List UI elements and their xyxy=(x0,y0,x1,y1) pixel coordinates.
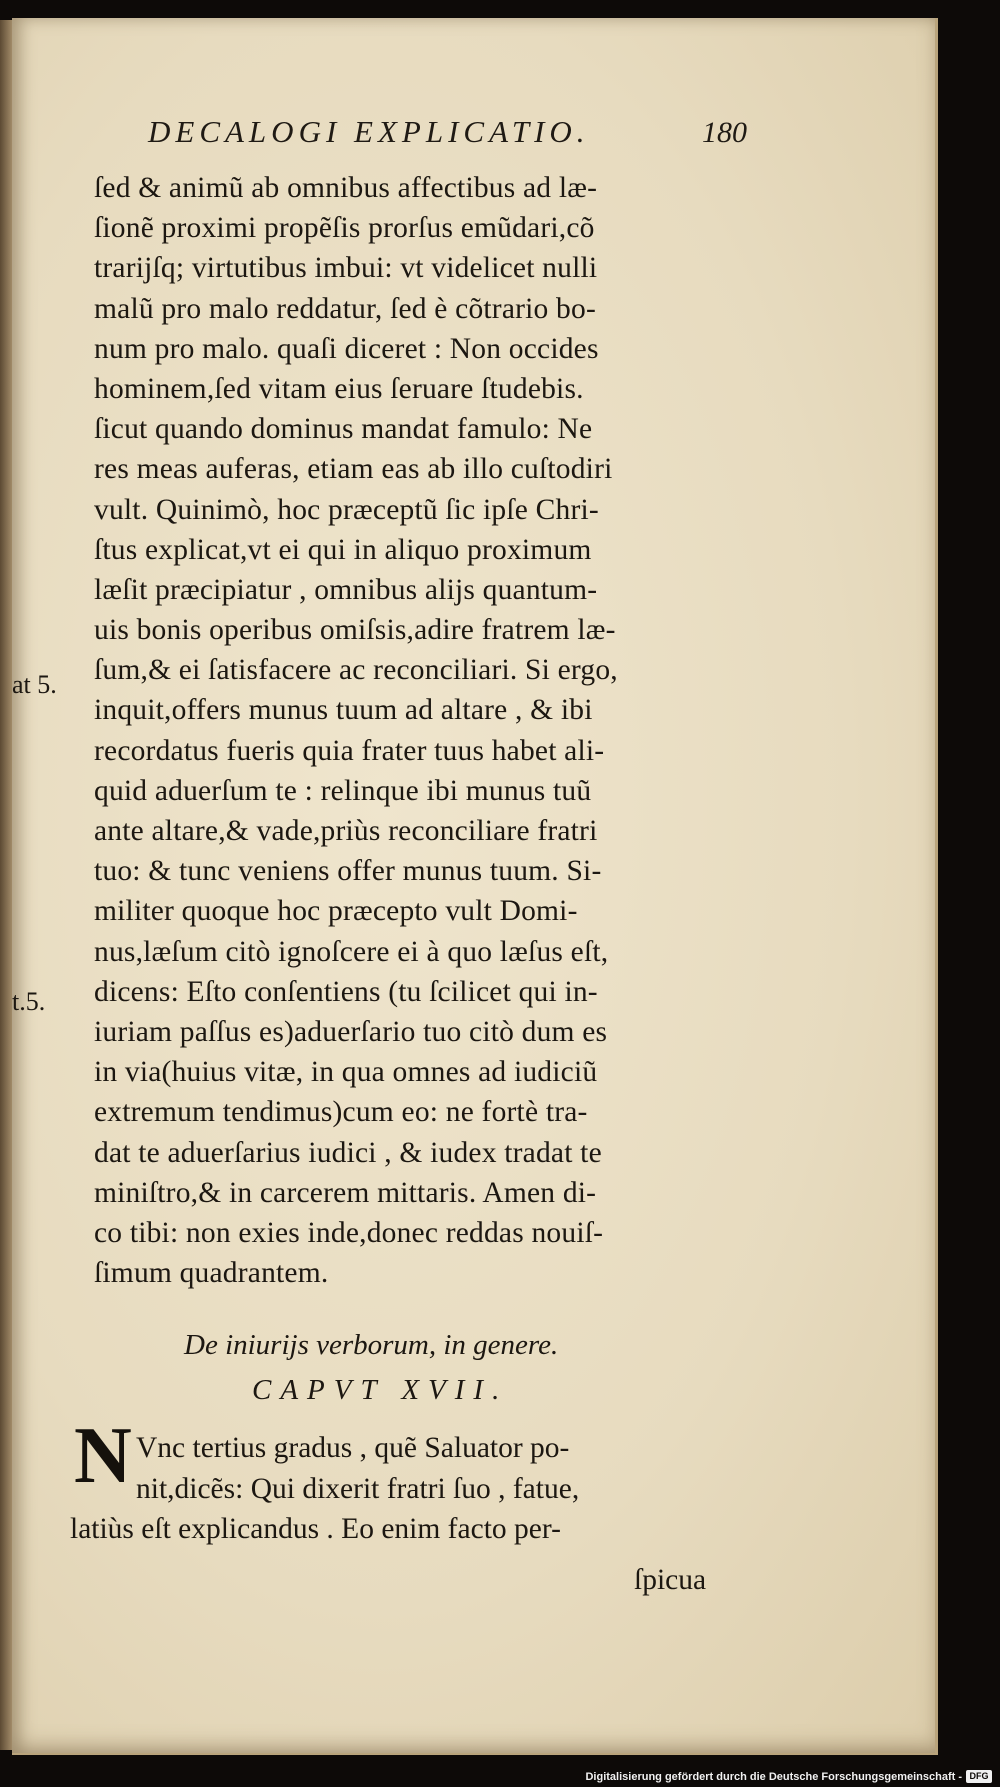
text-line: res meas auferas, etiam eas ab illo cuſtodiri xyxy=(94,453,613,486)
chapter-label: CAPVT XVII. xyxy=(252,1374,509,1406)
text-line: læſit præcipiatur , omnibus alijs quantum- xyxy=(94,573,598,606)
section-heading: De iniurijs verborum, in genere. xyxy=(184,1329,559,1361)
text-line: latiùs eſt explicandus . Eo enim facto per- xyxy=(70,1513,561,1545)
text-line: dicens: Eſto conſentiens (tu ſcilicet qui in- xyxy=(94,975,598,1008)
text-line: hominem,ſed vitam eius ſeruare ſtudebis. xyxy=(94,372,584,405)
text-line: ſionẽ proximi propẽſis prorſus emũdari,cõ xyxy=(94,212,595,245)
text-line: dat te aduerſarius iudici , & iudex tradat te xyxy=(94,1136,602,1169)
catchword: ſpicua xyxy=(634,1564,707,1596)
page-number: 180 xyxy=(702,116,747,149)
text-line: tuo: & tunc veniens offer munus tuum. Si- xyxy=(94,855,602,888)
text-line: militer quoque hoc præcepto vult Domi- xyxy=(94,895,578,928)
funding-credit: Digitalisierung gefördert durch die Deutsche Forschungsgemeinschaft - xyxy=(585,1771,962,1783)
book-edge xyxy=(0,20,12,1750)
body-text xyxy=(94,168,764,1293)
text-line: in via(huius vitæ, in qua omnes ad iudiciũ xyxy=(94,1056,598,1089)
text-line: co tibi: non exies inde,donec reddas nouiſ- xyxy=(94,1216,604,1249)
text-line: Vnc tertius gradus , quẽ Saluator po- xyxy=(136,1432,570,1464)
book-page xyxy=(12,18,938,1755)
text-line: ſicut quando dominus mandat famulo: Ne xyxy=(94,413,593,446)
text-line: ante altare,& vade,priùs reconciliare fratri xyxy=(94,815,598,847)
margin-note: t.5. xyxy=(12,987,46,1016)
text-line: trarijſq; virtutibus imbui: vt videlicet nulli xyxy=(94,252,598,285)
chapter-text xyxy=(70,1428,730,1550)
drop-cap: N xyxy=(74,1412,132,1500)
text-line: ſimum quadrantem. xyxy=(94,1257,329,1290)
text-line: extremum tendimus)cum eo: ne fortè tra- xyxy=(94,1096,588,1129)
text-line: quid aduerſum te : relinque ibi munus tuũ xyxy=(94,774,592,807)
text-line: recordatus fueris quia frater tuus habet ali- xyxy=(94,734,605,767)
text-line: num pro malo. quaſi diceret : Non occides xyxy=(94,332,599,365)
text-line: iuriam paſſus es)aduerſario tuo citò dum es xyxy=(94,1015,608,1048)
text-line: uis bonis operibus omiſsis,adire fratrem læ- xyxy=(94,614,616,647)
dfg-logo-icon: DFG xyxy=(966,1770,992,1783)
text-line: nit,dicẽs: Qui dixerit fratri ſuo , fatue, xyxy=(136,1472,580,1505)
text-line: ſum,& ei ſatisfacere ac reconciliari. Si ergo, xyxy=(94,654,618,687)
text-line: ſed & animũ ab omnibus affectibus ad læ- xyxy=(94,172,598,204)
text-line: ſtus explicat,vt ei qui in aliquo proximum xyxy=(94,533,592,566)
text-line: nus,læſum citò ignoſcere ei à quo læſus eſt, xyxy=(94,935,609,968)
margin-note: at 5. xyxy=(12,670,57,699)
running-title: DECALOGI EXPLICATIO. xyxy=(148,114,590,149)
text-line: malũ pro malo reddatur, ſed è cõtrario bo- xyxy=(94,292,596,325)
text-line: miniſtro,& in carcerem mittaris. Amen di- xyxy=(94,1176,597,1209)
text-line: inquit,offers munus tuum ad altare , & ibi xyxy=(94,694,593,727)
text-line: vult. Quinimò, hoc præceptũ ſic ipſe Chri- xyxy=(94,493,599,526)
